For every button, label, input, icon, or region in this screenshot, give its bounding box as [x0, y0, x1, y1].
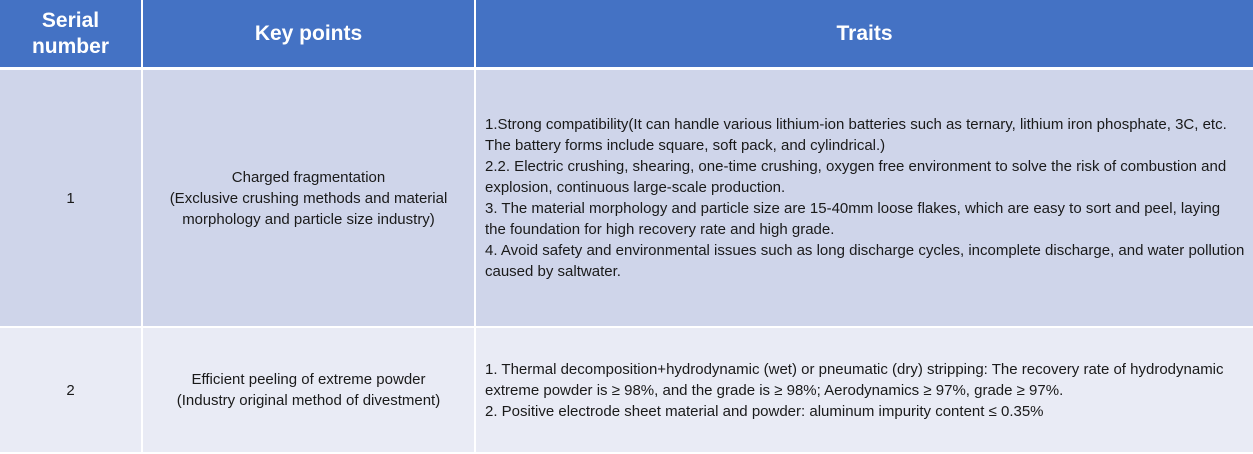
table-row [0, 69, 1253, 328]
key-points-cell [142, 69, 475, 328]
header-traits: Traits [475, 0, 1253, 69]
header-key-points: Key points [142, 0, 475, 69]
header-row [0, 0, 1253, 69]
header-serial-number: Serial number [0, 0, 142, 69]
trait-item: 2.2. Electric crushing, shearing, one-time crushing, oxygen free environment to solve the risk of combustion and explosion, continuous large-scale production. [485, 158, 1227, 196]
serial-cell: 1 [0, 69, 142, 328]
key-point-title: Charged fragmentation [231, 168, 386, 186]
traits-cell [475, 327, 1253, 453]
trait-item: 1. Thermal decomposition+hydrodynamic (wet) or pneumatic (dry) stripping: The recovery rate of hydrodynamic extreme powder is ≥ 98%, and the grade is ≥ 98%; Aerodynamics ≥ 97%, grade ≥ 97%. [485, 360, 1224, 399]
serial-cell: 2 [0, 327, 142, 453]
trait-item: 3. The material morphology and particle size are 15-40mm loose flakes, which are easy to sort and peel, laying the foundation for high recovery rate and high grade. [485, 200, 1221, 238]
traits-cell [475, 69, 1253, 328]
key-point-note: (Industry original method of divestment) [176, 392, 441, 409]
key-point-note: (Exclusive crushing methods and material morphology and particle size industry) [169, 189, 448, 228]
key-points-cell [142, 327, 475, 453]
trait-item: 4. Avoid safety and environmental issues such as long discharge cycles, incomplete discharge, and water pollution caused by saltwater. [485, 242, 1245, 280]
trait-item: 2. Positive electrode sheet material and powder: aluminum impurity content ≤ 0.35% [485, 402, 1044, 420]
table-row [0, 327, 1253, 453]
trait-item: 1.Strong compatibility(It can handle various lithium-ion batteries such as ternary, lithium iron phosphate, 3C, etc. The battery forms include square, soft pack, and cylindrical.) [485, 116, 1227, 154]
key-point-title: Efficient peeling of extreme powder [191, 371, 426, 388]
